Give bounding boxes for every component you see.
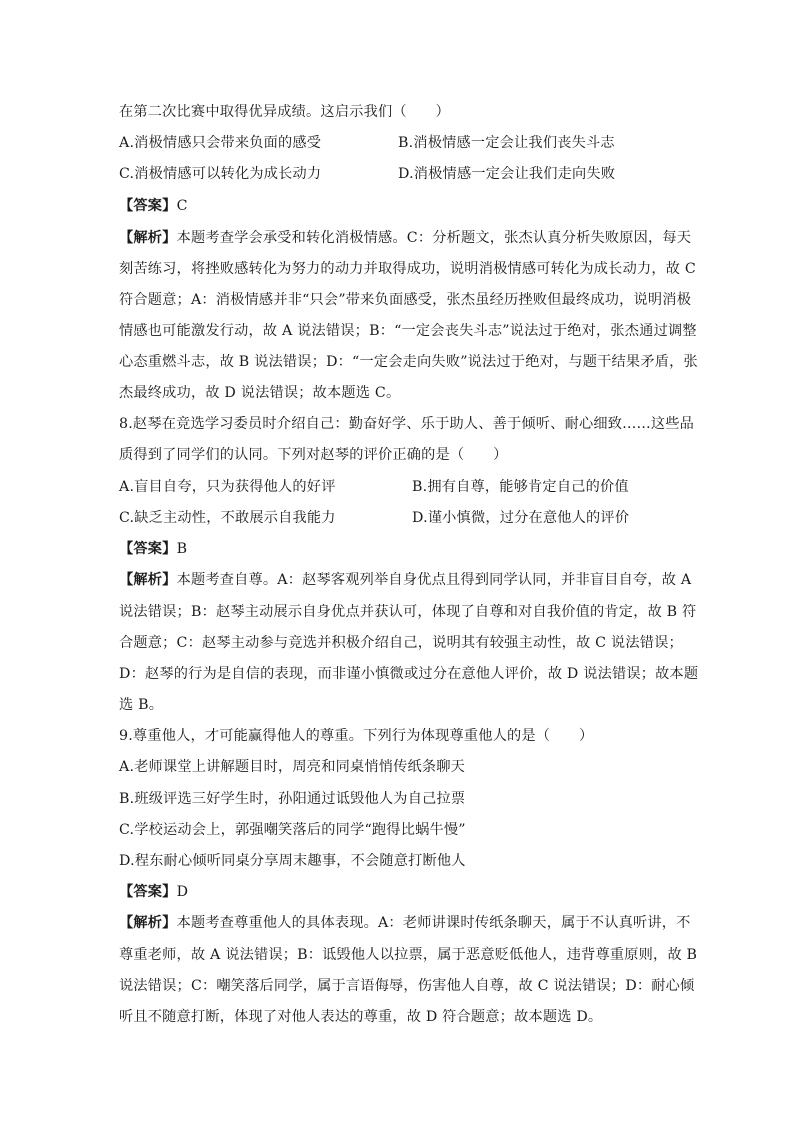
q8-option-c: C.缺乏主动性，不敢展示自我能力 xyxy=(119,510,336,526)
answer-value: D xyxy=(176,884,189,900)
q7-stem-tail: 在第二次比赛中取得优异成绩。这启示我们（ ） xyxy=(119,104,450,120)
q7-analysis-line: 心态重燃斗志，故 B 说法错误；D：“一定会走向失败”说法过于绝对，与题干结果矛盾，张 xyxy=(119,354,698,370)
q7-analysis-line xyxy=(119,228,692,248)
q9-answer xyxy=(119,882,679,902)
q9-option-d: D.程东耐心倾听同桌分享周末趣事，不会随意打断他人 xyxy=(119,853,466,869)
q8-analysis-line: D：赵琴的行为是自信的表现，而非谨小慎微或过分在意他人评价，故 D 说法错误；故本题 xyxy=(119,666,699,682)
q7-analysis-line: 符合题意；A：消极情感并非“只会”带来负面感受，张杰虽经历挫败但最终成功，说明消极 xyxy=(119,292,692,308)
q8-answer xyxy=(119,539,679,559)
q7-option-b: B.消极情感一定会让我们丧失斗志 xyxy=(398,135,615,151)
q7-analysis-line: 杰最终成功，故 D 说法错误；故本题选 C。 xyxy=(119,385,401,401)
q7-analysis-line: 情感也可能激发行动，故 A 说法错误；B：“一定会丧失斗志”说法过于绝对，张杰通过调整 xyxy=(119,323,697,339)
q8-analysis-line: 选 B。 xyxy=(119,697,164,713)
q7-answer xyxy=(119,196,679,216)
analysis-text: 本题考查尊重他人的具体表现。A：老师讲课时传纸条聊天，属于不认真听讲，不 xyxy=(176,915,691,931)
q9-analysis-line xyxy=(119,913,691,933)
q8-analysis-line: 合题意；C：赵琴主动参与竞选并积极介绍自己，说明其有较强主动性，故 C 说法错误； xyxy=(119,635,683,651)
analysis-tag: 【解析】 xyxy=(119,915,177,931)
q9-option-c: C.学校运动会上，郭强嘲笑落后的同学“跑得比蜗牛慢” xyxy=(119,822,466,838)
q8-analysis-line: 说法错误；B：赵琴主动展示自身优点并获认可，体现了自尊和对自我价值的肯定，故 B 符 xyxy=(119,604,697,620)
q9-option-b: B.班级评选三好学生时，孙阳通过诋毁他人为自己拉票 xyxy=(119,791,466,807)
analysis-tag: 【解析】 xyxy=(119,572,177,588)
q8-analysis-line xyxy=(119,570,692,590)
answer-tag: 【答案】 xyxy=(119,884,177,900)
q7-analysis-line: 刻苦练习，将挫败感转化为努力的动力并取得成功，说明消极情感可转化为成长动力，故 C xyxy=(119,261,696,277)
q9-analysis-line: 尊重老师，故 A 说法错误；B：诋毁他人以拉票，属于恶意贬低他人，违背尊重原则，故 B xyxy=(119,947,698,963)
q9-analysis-line: 说法错误；C：嘲笑落后同学，属于言语侮辱，伤害他人自尊，故 C 说法错误；D：耐心倾 xyxy=(119,978,695,994)
analysis-text: 本题考查学会承受和转化消极情感。C：分析题文，张杰认真分析失败原因，每天 xyxy=(176,230,692,246)
analysis-text: 本题考查自尊。A：赵琴客观列举自身优点且得到同学认同，并非盲目自夸，故 A xyxy=(176,572,692,588)
analysis-tag: 【解析】 xyxy=(119,230,177,246)
q9-option-a: A.老师课堂上讲解题目时，周亮和同桌悄悄传纸条聊天 xyxy=(119,759,466,775)
q8-option-b: B.拥有自尊，能够肯定自己的价值 xyxy=(412,479,629,495)
answer-value: B xyxy=(176,541,188,557)
q7-option-d: D.消极情感一定会让我们走向失败 xyxy=(398,166,616,182)
answer-value: C xyxy=(176,198,188,214)
q8-stem-line: 质得到了同学们的认同。下列对赵琴的评价正确的是（ ） xyxy=(119,447,508,463)
answer-tag: 【答案】 xyxy=(119,541,177,557)
q9-analysis-line: 听且不随意打断，体现了对他人表达的尊重，故 D 符合题意；故本题选 D。 xyxy=(119,1009,603,1025)
q9-stem: 9.尊重他人，才可能赢得他人的尊重。下列行为体现尊重他人的是（ ） xyxy=(119,728,594,744)
answer-tag: 【答案】 xyxy=(119,198,177,214)
q8-option-a: A.盲目自夸，只为获得他人的好评 xyxy=(119,479,336,495)
q7-option-c: C.消极情感可以转化为成长动力 xyxy=(119,166,322,182)
q8-option-d: D.谨小慎微，过分在意他人的评价 xyxy=(412,510,630,526)
q7-option-a: A.消极情感只会带来负面的感受 xyxy=(119,135,322,151)
q8-stem-line: 8.赵琴在竞选学习委员时介绍自己：勤奋好学、乐于助人、善于倾听、耐心细致……这些品 xyxy=(119,416,695,432)
